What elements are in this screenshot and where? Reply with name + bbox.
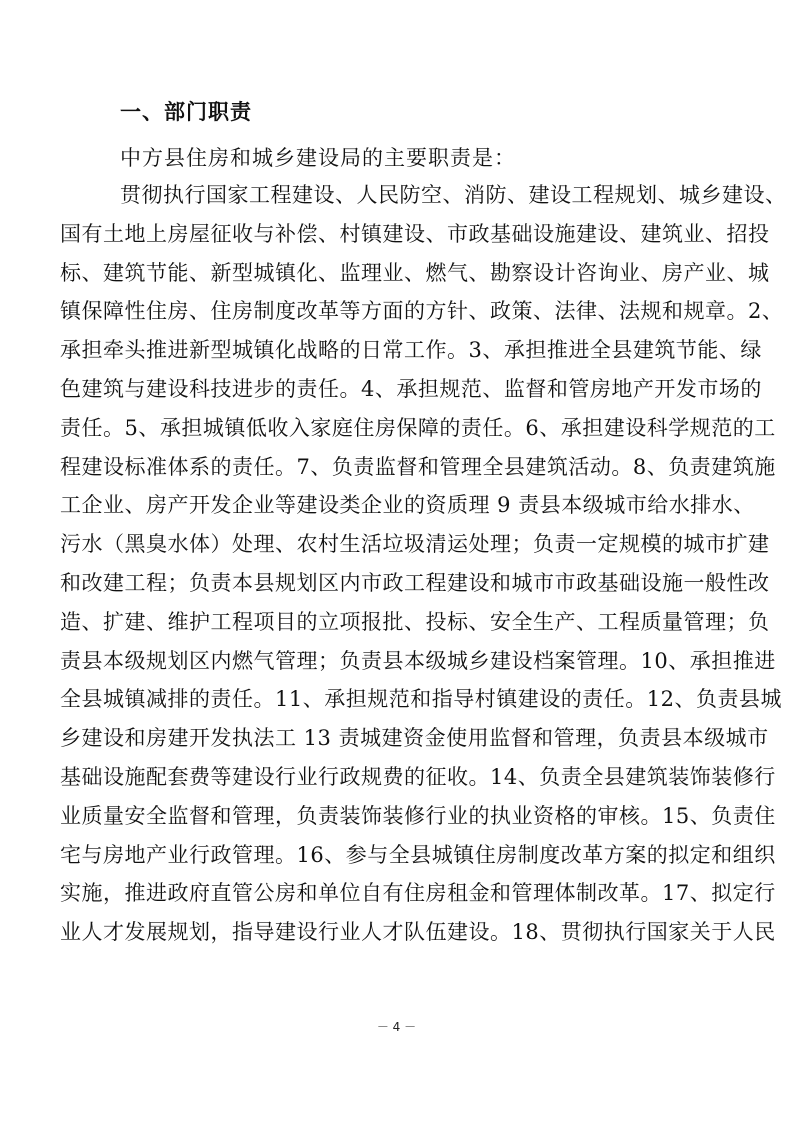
- text-line: 贯彻执行国家工程建设、人民防空、消防、建设工程规划、城乡建设、: [120, 183, 787, 207]
- text-line: 责任。5、承担城镇低收入家庭住房保障的责任。6、承担建设科学规范的工: [60, 415, 776, 440]
- text-line: 宅与房地产业行政管理。16、参与全县城镇住房制度改革方案的拟定和组织: [60, 842, 776, 867]
- text-line: 造、扩建、维护工程项目的立项报批、投标、安全生产、工程质量管理；负: [60, 609, 770, 634]
- text-line: 程建设标准体系的责任。7、负责监督和管理全县建筑活动。8、负责建筑施: [60, 454, 776, 479]
- text-line: 和改建工程；负责本县规划区内市政工程建设和城市市政基础设施一般性改: [60, 570, 770, 595]
- text-line: 镇保障性住房、住房制度改革等方面的方针、政策、法律、法规和规章。2、: [60, 299, 784, 324]
- text-line: 国有土地上房屋征收与补偿、村镇建设、市政基础设施建设、建筑业、招投: [60, 221, 770, 246]
- text-line: 标、建筑节能、新型城镇化、监理业、燃气、勘察设计咨询业、房产业、城: [60, 260, 770, 285]
- text-line: 业质量安全监督和管理，负责装饰装修行业的执业资格的审核。15、负责住: [60, 803, 776, 828]
- text-line: 承担牵头推进新型城镇化战略的日常工作。3、承担推进全县建筑节能、绿: [60, 338, 762, 363]
- text-line: 实施，推进政府直管公房和单位自有住房租金和管理体制改革。17、拟定行: [60, 881, 776, 906]
- text-line: 污水（黑臭水体）处理、农村生活垃圾清运处理；负责一定规模的城市扩建: [60, 532, 770, 557]
- text-line: 工企业、房产开发企业等建设类企业的资质理 9 责县本级城市给水排水、: [60, 493, 755, 518]
- text-line: 责县本级规划区内燃气管理；负责县本级城乡建设档案管理。10、承担推进: [60, 648, 776, 673]
- text-line: 全县城镇减排的责任。11、承担规范和指导村镇建设的责任。12、负责县城: [60, 687, 782, 712]
- intro-paragraph: 中方县住房和城乡建设局的主要职责是：: [120, 146, 516, 170]
- text-line: 基础设施配套费等建设行业行政规费的征收。14、负责全县建筑装饰装修行: [60, 764, 776, 789]
- text-line: 色建筑与建设科技进步的责任。4、承担规范、监督和管房地产开发市场的: [60, 376, 762, 401]
- text-line: 乡建设和房建开发执法工 13 责城建资金使用监督和管理，负责县本级城市: [60, 726, 769, 751]
- text-line: 业人才发展规划，指导建设行业人才队伍建设。18、贯彻执行国家关于人民: [60, 920, 776, 945]
- duties-paragraph: [60, 176, 787, 952]
- page-number: － 4 －: [376, 1020, 417, 1034]
- section-heading: 一、部门职责: [120, 100, 252, 124]
